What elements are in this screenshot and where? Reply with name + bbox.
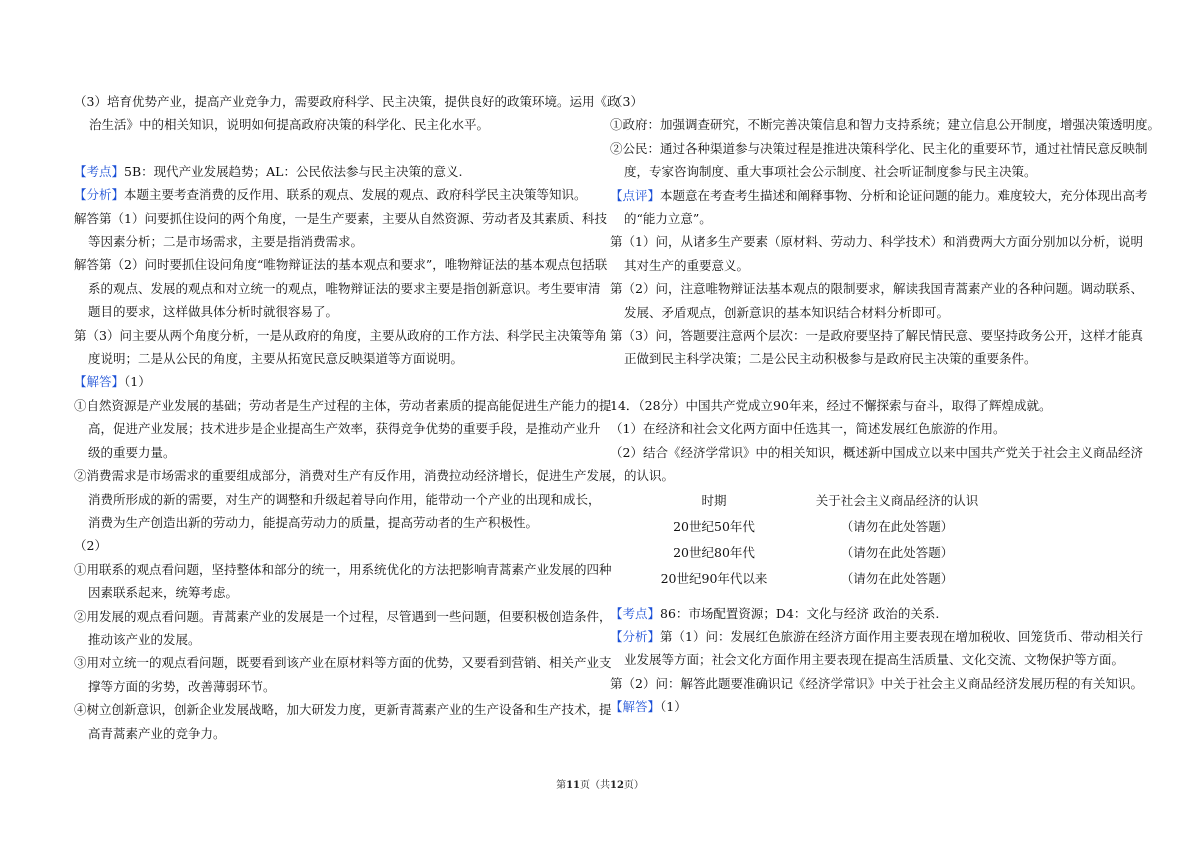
section-3-heading: （3） [610, 94, 643, 109]
section-2-point-3: ③用对立统一的观点看问题，既要看到该产业在原材料等方面的优势，又要看到营销、相关产业支 [74, 655, 612, 671]
section-3-point-2-cont: 度，专家咨询制度、重大事项社会公示制度、社会听证制度参与民主决策。 [624, 164, 1037, 180]
table-row [636, 540, 1132, 566]
page-number: 11 [566, 780, 580, 791]
section-2-point-1-cont: 因素联系起来，统筹考虑。 [88, 585, 239, 601]
section-2-heading: （2） [74, 538, 107, 554]
section-2-point-4-cont: 高青蒿素产业的竞争力。 [88, 725, 226, 741]
table-cell-answer: （请勿在此处答题） [840, 544, 954, 560]
analysis-2-cont: 题目的要求，这样做具体分析时就很容易了。 [88, 304, 339, 320]
section-3-point-1: ①政府：加强调查研究，不断完善决策信息和智力支持系统；建立信息公开制度，增强决策透明度。 [610, 117, 1161, 133]
question-3-text-cont: 治生活》中的相关知识，说明如何提高政府决策的科学化、民主化水平。 [89, 117, 490, 133]
jieda-num: （1） [660, 699, 687, 715]
analysis-3: 第（3）问主要从两个角度分析，一是从政府的角度，主要从政府的工作方法、科学民主决策等角 [74, 327, 607, 343]
page-suffix: 页） [623, 780, 644, 791]
kaodian-tag: 【考点】 [610, 605, 661, 621]
fenxi-text-cont: 业发展等方面；社会文化方面作用主要表现在提高生活质量、文化交流、文物保护等方面。 [624, 652, 1125, 668]
comment-2: 第（2）问，注意唯物辩证法基本观点的限制要求，解读我国青蒿素产业的各种问题。调动联系、 [610, 281, 1143, 297]
answer-table [636, 488, 1132, 592]
right-column [610, 90, 1161, 719]
dianping-text-cont: 的“能力立意”。 [624, 211, 712, 227]
comment-3-cont: 正做到民主科学决策；二是公民主动积极参与是政府民主决策的重要条件。 [624, 351, 1037, 367]
question-14-part-2: （2）结合《经济学常识》中的相关知识，概述新中国成立以来中国共产党关于社会主义商品经济 [610, 444, 1143, 460]
table-cell-answer: （请勿在此处答题） [840, 570, 954, 586]
table-header-row [636, 488, 1132, 514]
question-14-part-1: （1）在经济和社会文化两方面中任选其一，简述发展红色旅游的作用。 [610, 421, 1006, 437]
question-14-part-2-cont: 的认识。 [624, 468, 675, 484]
question-14: 14．（28分）中国共产党成立90年来，经过不懈探索与奋斗，取得了辉煌成就。 [610, 397, 1052, 413]
fenxi-tag: 【分析】 [610, 628, 661, 644]
table-cell-period: 20世纪50年代 [673, 518, 755, 534]
answer-point-1-cont: 高，促进产业发展；技术进步是企业提高生产效率，获得竞争优势的重要手段，是推动产业升 [88, 421, 601, 437]
section-2-point-3-cont: 撑等方面的劣势，改善薄弱环节。 [88, 678, 276, 694]
answer-point-1-cont: 级的重要力量。 [88, 444, 176, 460]
analysis-2-cont: 系的观点、发展的观点和对立统一的观点，唯物辩证法的要求主要是指创新意识。考生要审清 [88, 280, 601, 296]
jieda-line [610, 695, 1132, 718]
table-header-understanding: 关于社会主义商品经济的认识 [815, 492, 979, 508]
kaodian-text: 86：市场配置资源；D4：文化与经济 政治的关系. [660, 605, 940, 621]
dianping-line [610, 184, 1148, 207]
answer-point-2-cont: 消费所形成的新的需要，对生产的调整和升级起着导向作用，能带动一个产业的出现和成长， [88, 491, 601, 507]
fenxi-line [74, 183, 594, 206]
fenxi-text: 第（1）问：发展红色旅游在经济方面作用主要表现在增加税收、回笼货币、带动相关行 [660, 628, 1143, 644]
comment-3: 第（3）问，答题要注意两个层次：一是政府要坚持了解民情民意、要坚持政务公开，这样才能真 [610, 328, 1143, 344]
answer-point-1: ①自然资源是产业发展的基础；劳动者是生产过程的主体，劳动者素质的提高能促进生产能力的提 [74, 397, 612, 413]
analysis-3-cont: 度说明；二是从公民的角度，主要从拓宽民意反映渠道等方面说明。 [88, 351, 464, 367]
jieda-line [74, 370, 594, 393]
table-row [636, 514, 1132, 540]
kaodian-tag: 【考点】 [74, 163, 125, 179]
question-3-text: （3）培育优势产业，提高产业竞争力，需要政府科学、民主决策，提供良好的政策环境。运用《政 [74, 94, 620, 109]
kaodian-text: 5B：现代产业发展趋势；AL：公民依法参与民主决策的意义. [124, 163, 463, 179]
analysis-1: 解答第（1）问要抓住设问的两个角度，一是生产要素，主要从自然资源、劳动者及其素质、科技 [74, 210, 607, 226]
table-cell-answer: （请勿在此处答题） [840, 518, 954, 534]
left-column [74, 90, 625, 745]
answer-point-2: ②消费需求是市场需求的重要组成部分，消费对生产有反作用，消费拉动经济增长，促进生产发展， [74, 468, 625, 484]
table-cell-period: 20世纪90年代以来 [660, 570, 768, 586]
page-mid: 页（共 [580, 780, 610, 791]
table-header-period: 时期 [701, 492, 727, 508]
section-2-point-2-cont: 推动该产业的发展。 [88, 631, 201, 647]
fenxi-line [610, 625, 1143, 648]
dianping-text: 本题意在考查考生描述和阐释事物、分析和论证问题的能力。难度较大，充分体现出高考 [660, 187, 1148, 203]
comment-1: 第（1）问，从诸多生产要素（原材料、劳动力、科学技术）和消费两大方面分别加以分析，说明 [610, 234, 1143, 250]
comment-2-cont: 发展、矛盾观点，创新意识的基本知识结合材料分析即可。 [624, 304, 950, 320]
dianping-tag: 【点评】 [610, 187, 661, 203]
analysis-1-cont: 等因素分析；二是市场需求，主要是指消费需求。 [88, 234, 364, 250]
page-prefix: 第 [556, 780, 567, 791]
page-footer [0, 776, 1200, 791]
jieda-tag: 【解答】 [610, 699, 661, 715]
section-3-point-2: ②公民：通过各种渠道参与决策过程是推进决策科学化、民主化的重要环节，通过社情民意反映制 [610, 140, 1148, 156]
table-cell-period: 20世纪80年代 [673, 544, 755, 560]
fenxi-text: 本题主要考查消费的反作用、联系的观点、发展的观点、政府科学民主决策等知识。 [124, 187, 587, 203]
table-row [636, 566, 1132, 592]
kaodian-line [74, 160, 594, 183]
jieda-tag: 【解答】 [74, 374, 125, 390]
section-2-point-2: ②用发展的观点看问题。青蒿素产业的发展是一个过程，尽管遇到一些问题，但要积极创造条件， [74, 608, 612, 624]
kaodian-line [610, 602, 1132, 625]
analysis-2: 解答第（2）问时要抓住设问角度“唯物辩证法的基本观点和要求”，唯物辩证法的基本观点包括联 [74, 257, 608, 273]
section-2-point-4: ④树立创新意识，创新企业发展战略，加大研发力度，更新青蒿素产业的生产设备和生产技术，提 [74, 702, 612, 718]
fenxi-part-2: 第（2）问：解答此题要准确识记《经济学常识》中关于社会主义商品经济发展历程的有关知识。 [610, 675, 1143, 691]
page-total: 12 [610, 780, 624, 791]
answer-point-2-cont: 消费为生产创造出新的劳动力，能提高劳动力的质量，提高劳动者的生产积极性。 [88, 514, 539, 530]
section-2-point-1: ①用联系的观点看问题，坚持整体和部分的统一，用系统优化的方法把影响青蒿素产业发展的四种 [74, 561, 612, 577]
jieda-num: （1） [124, 374, 151, 390]
fenxi-tag: 【分析】 [74, 187, 125, 203]
comment-1-cont: 其对生产的重要意义。 [624, 257, 750, 273]
